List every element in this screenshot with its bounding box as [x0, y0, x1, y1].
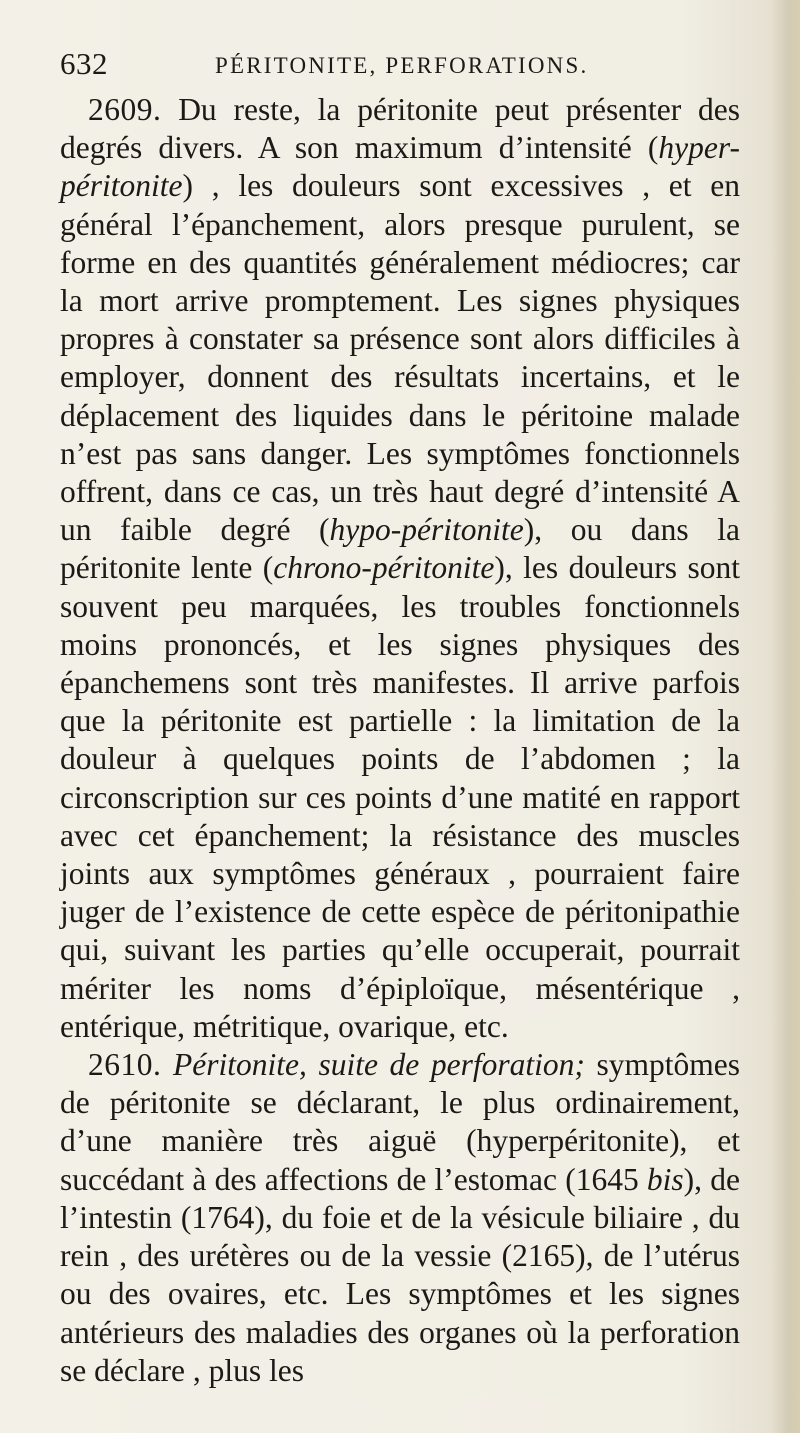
- body-text: [60, 91, 740, 1390]
- page-number: 632: [60, 46, 108, 81]
- paragraph-text: ) , les douleurs sont excessives , et en général l’épanchement, alors presque purulent, se forme en des quantités généralement médiocres; car la mort arrive promptement. Les signes physiques propres à constater sa présence sont alors difficiles à employer, donnent des résultats incertains, et le déplacement des liquides dans le péritoine malade n’est pas sans danger. Les symptômes fonctionnels offrent, dans ce cas, un très haut degré d’intensité A un faible degré (: [60, 168, 740, 548]
- paragraph-text: symptômes de péritonite se déclarant, le plus ordinairement, d’une manière très aiguë (hyperpéritonite), et succédant à des affections de l’estomac (1645: [60, 1047, 740, 1197]
- paragraph-text: ), ou dans la péritonite lente (: [60, 512, 740, 586]
- paragraph-text: Du reste, la péritonite peut présenter des degrés divers. A son maximum d’intensité (: [60, 92, 740, 166]
- paragraph-text: ), de l’intestin (1764), du foie et de la vésicule biliaire , du rein , des urétères ou de la vessie (2165), de l’utérus ou des ovaires, etc. Les symptômes et les signes antérieurs des maladies des organes où la perforation se déclare , plus les: [60, 1161, 740, 1388]
- paragraph-text: [161, 1047, 173, 1082]
- paragraph-text: ), les douleurs sont souvent peu marquées, les troubles fonctionnels moins prononcés, et les signes physiques des épanchemens sont très manifestes. Il arrive parfois que la péritonite est partielle : la limitation de la douleur à quelques points de l’abdomen ; la circonscription sur ces points d’une matité en rapport avec cet épanchement; la résistance des muscles joints aux symptômes généraux , pourraient faire juger de l’existence de cette espèce de péritonipathie qui, suivant les parties qu’elle occuperait, pourrait mériter les noms d’épiploïque, mésentérique , entérique, métritique, ovarique, etc.: [60, 550, 740, 1044]
- term-hypo-peritonite: hypo-péritonite: [329, 512, 524, 548]
- term-chrono-peritonite: chrono-péritonite: [273, 550, 495, 586]
- paragraph-2610: [60, 1046, 740, 1390]
- paragraph-2609: [60, 91, 740, 1046]
- page-edge-shadow: [772, 0, 800, 1433]
- paragraph-number: 2610.: [88, 1047, 162, 1083]
- term-bis: bis: [646, 1161, 684, 1197]
- running-title: PÉRITONITE, PERFORATIONS.: [215, 53, 589, 78]
- section-heading: Péritonite, suite de perforation;: [172, 1047, 585, 1083]
- running-head: [60, 44, 750, 84]
- term-hyper-peritonite: hyper-péritonite: [60, 130, 740, 204]
- paragraph-number: 2609.: [88, 92, 162, 127]
